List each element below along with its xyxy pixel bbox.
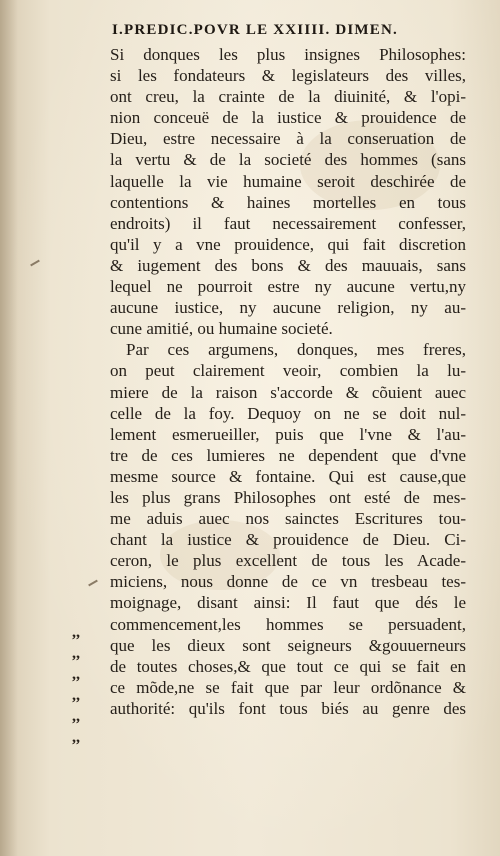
text-line: on peut clairement veoir, combien la lu- (110, 361, 466, 381)
text-line: me aduis auec nos sainctes Escritures tou- (110, 509, 466, 529)
text-line: chant la iustice & prouidence de Dieu. Ci- (110, 530, 466, 550)
text-line: ont creu, la crainte de la diuinité, & l'opi- (110, 87, 466, 107)
text-line: lequel ne pourroit estre ny aucune vertu,ny (110, 277, 466, 297)
text-line: Si donques les plus insignes Philosophes: (110, 45, 466, 64)
page-gutter-shadow (0, 0, 18, 856)
quoted-line: commencement,les hommes se persuadent, (110, 614, 466, 634)
text-line: endroits) il faut necessairement confesser, (110, 213, 466, 233)
text-line: mesme source & fontaine. Qui est cause,que (110, 466, 466, 486)
text-line: & iugement des bons & des mauuais, sans (110, 255, 466, 275)
quoted-line: que les dieux sont seigneurs &gouuerneurs (110, 635, 466, 655)
quoted-line: de toutes choses,& que tout ce qui se fait en (110, 656, 466, 676)
margin-mark (30, 260, 40, 267)
text-line: nion conceuë de la iustice & prouidence de (110, 108, 466, 128)
text-line: miere de la raison s'accorde & cõuient auec (110, 382, 466, 402)
text-line: cune amitié, ou humaine societé. (110, 319, 333, 339)
text-line: ceron, le plus excellent de tous les Acade- (110, 551, 466, 571)
text-line: lement esmerueiller, puis que l'vne & l'au- (110, 424, 466, 444)
text-line: aucune iustice, ny aucune religion, ny au- (110, 298, 466, 318)
text-line: si les fondateurs & legislateurs des villes, (110, 66, 466, 86)
quotation-margin (72, 622, 102, 749)
margin-mark (88, 580, 98, 587)
quote-mark: ,, (72, 624, 80, 641)
quote-mark: ,, (72, 729, 80, 747)
quoted-line: moignage, disant ainsi: Il faut que dés le (110, 593, 466, 613)
paragraph-first-line: Par ces argumens, donques, mes freres, (126, 340, 466, 360)
text-line: qu'il y a vne prouidence, qui fait discretion (110, 234, 466, 254)
quote-mark: ,, (72, 645, 80, 663)
text-line: miciens, nous donne de ce vn tresbeau tes- (110, 572, 466, 592)
quote-mark: ,, (72, 708, 80, 726)
quote-mark: ,, (72, 666, 80, 684)
text-line: Dieu, estre necessaire à la conseruation de (110, 129, 466, 149)
quote-mark: ,, (72, 687, 80, 705)
text-line: laquelle la vie humaine seroit deschirée de (110, 171, 466, 191)
quoted-line: authorité: qu'ils font tous biés au genre des (110, 698, 466, 718)
body-text (110, 44, 466, 719)
text-line: la vertu & de la societé des hommes (sans (110, 150, 466, 170)
text-line: contentions & haines mortelles en tous (110, 192, 466, 212)
text-line: celle de la foy. Dequoy on ne se doit nul- (110, 403, 466, 423)
text-line: les plus grans Philosophes ont esté de mes- (110, 487, 466, 507)
quoted-line: ce mõde,ne se fait que par leur ordõnance & (110, 677, 466, 697)
text-line: tre de ces lumieres ne dependent que d'vne (110, 445, 466, 465)
running-head: I.PREDIC.POVR LE XXIIII. DIMEN. (112, 22, 398, 38)
